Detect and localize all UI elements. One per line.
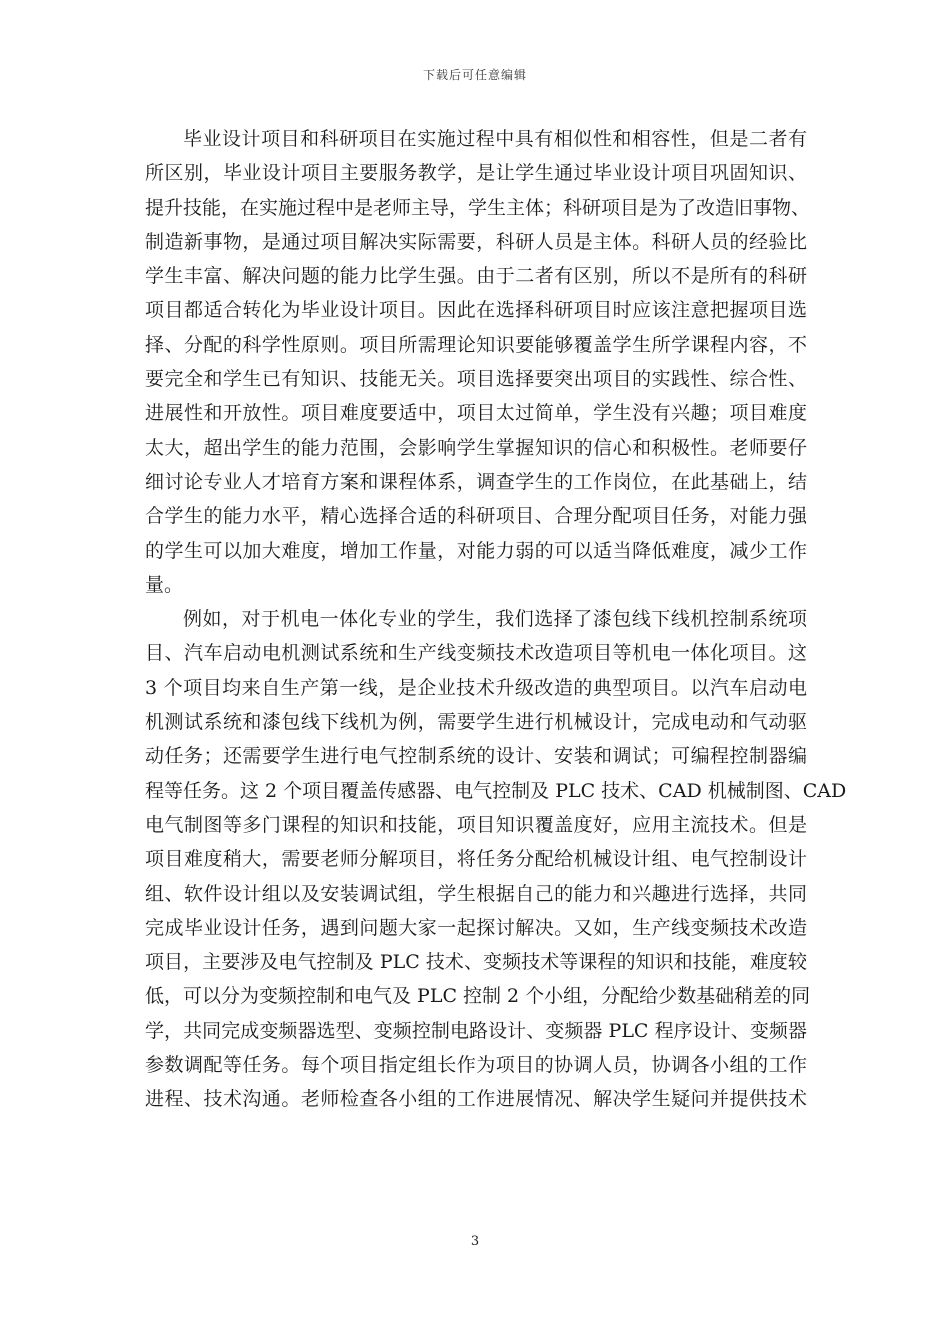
text-line: 电气制图等多门课程的知识和技能，项目知识覆盖度好，应用主流技术。但是 — [145, 813, 807, 836]
text-line: 学，共同完成变频器选型、变频控制电路设计、变频器 PLC 程序设计、变频器 — [145, 1019, 807, 1042]
text-line: 提升技能，在实施过程中是老师主导，学生主体；科研项目是为了改造旧事物、 — [145, 196, 811, 219]
text-line: 择、分配的科学性原则。项目所需理论知识要能够覆盖学生所学课程内容，不 — [145, 333, 807, 356]
text-line: 合学生的能力水平，精心选择合适的科研项目、合理分配项目任务，对能力强 — [145, 505, 807, 528]
page-header: 下载后可任意编辑 — [422, 68, 527, 82]
text-line: 量。 — [145, 573, 184, 596]
page-number: 3 — [470, 1234, 480, 1249]
text-line: 低，可以分为变频控制和电气及 PLC 控制 2 个小组，分配给少数基础稍差的同 — [145, 985, 811, 1008]
text-line: 进展性和开放性。项目难度要适中，项目太过简单，学生没有兴趣；项目难度 — [145, 402, 807, 425]
text-line: 目、汽车启动电机测试系统和生产线变频技术改造项目等机电一体化项目。这 — [145, 642, 807, 665]
text-line: 参数调配等任务。每个项目指定组长作为项目的协调人员，协调各小组的工作 — [145, 1054, 807, 1077]
text-line: 机测试系统和漆包线下线机为例，需要学生进行机械设计，完成电动和气动驱 — [145, 711, 807, 734]
text-line: 项目难度稍大，需要老师分解项目，将任务分配给机械设计组、电气控制设计 — [145, 848, 807, 871]
body-text — [145, 122, 847, 1117]
text-line: 例如，对于机电一体化专业的学生，我们选择了漆包线下线机控制系统项 — [183, 608, 807, 631]
text-line: 项目都适合转化为毕业设计项目。因此在选择科研项目时应该注意把握项目选 — [145, 299, 807, 322]
text-line: 要完全和学生已有知识、技能无关。项目选择要突出项目的实践性、综合性、 — [145, 368, 807, 391]
text-line: 程等任务。这 2 个项目覆盖传感器、电气控制及 PLC 技术、CAD 机械制图、CAD — [145, 779, 847, 802]
paragraph-2 — [145, 602, 847, 1116]
text-line: 3 个项目均来自生产第一线，是企业技术升级改造的典型项目。以汽车启动电 — [145, 676, 807, 699]
text-line: 所区别，毕业设计项目主要服务教学，是让学生通过毕业设计项目巩固知识、 — [145, 162, 807, 185]
text-line: 完成毕业设计任务，遇到问题大家一起探讨解决。又如，生产线变频技术改造 — [145, 916, 807, 939]
text-line: 组、软件设计组以及安装调试组，学生根据自己的能力和兴趣进行选择，共同 — [145, 882, 807, 905]
text-line: 毕业设计项目和科研项目在实施过程中具有相似性和相容性，但是二者有 — [183, 128, 807, 150]
text-line: 学生丰富、解决问题的能力比学生强。由于二者有区别，所以不是所有的科研 — [145, 265, 807, 288]
paragraph-1 — [145, 122, 811, 602]
text-line: 太大，超出学生的能力范围，会影响学生掌握知识的信心和积极性。老师要仔 — [145, 436, 807, 459]
text-line: 的学生可以加大难度，增加工作量，对能力弱的可以适当降低难度，减少工作 — [145, 539, 807, 562]
text-line: 动任务；还需要学生进行电气控制系统的设计、安装和调试；可编程控制器编 — [145, 745, 807, 768]
text-line: 细讨论专业人才培育方案和课程体系，调查学生的工作岗位，在此基础上，结 — [145, 470, 807, 493]
text-line: 进程、技术沟通。老师检查各小组的工作进展情况、解决学生疑问并提供技术 — [145, 1088, 807, 1111]
text-line: 制造新事物，是通过项目解决实际需要，科研人员是主体。科研人员的经验比 — [145, 230, 807, 253]
text-line: 项目，主要涉及电气控制及 PLC 技术、变频技术等课程的知识和技能，难度较 — [145, 951, 807, 974]
